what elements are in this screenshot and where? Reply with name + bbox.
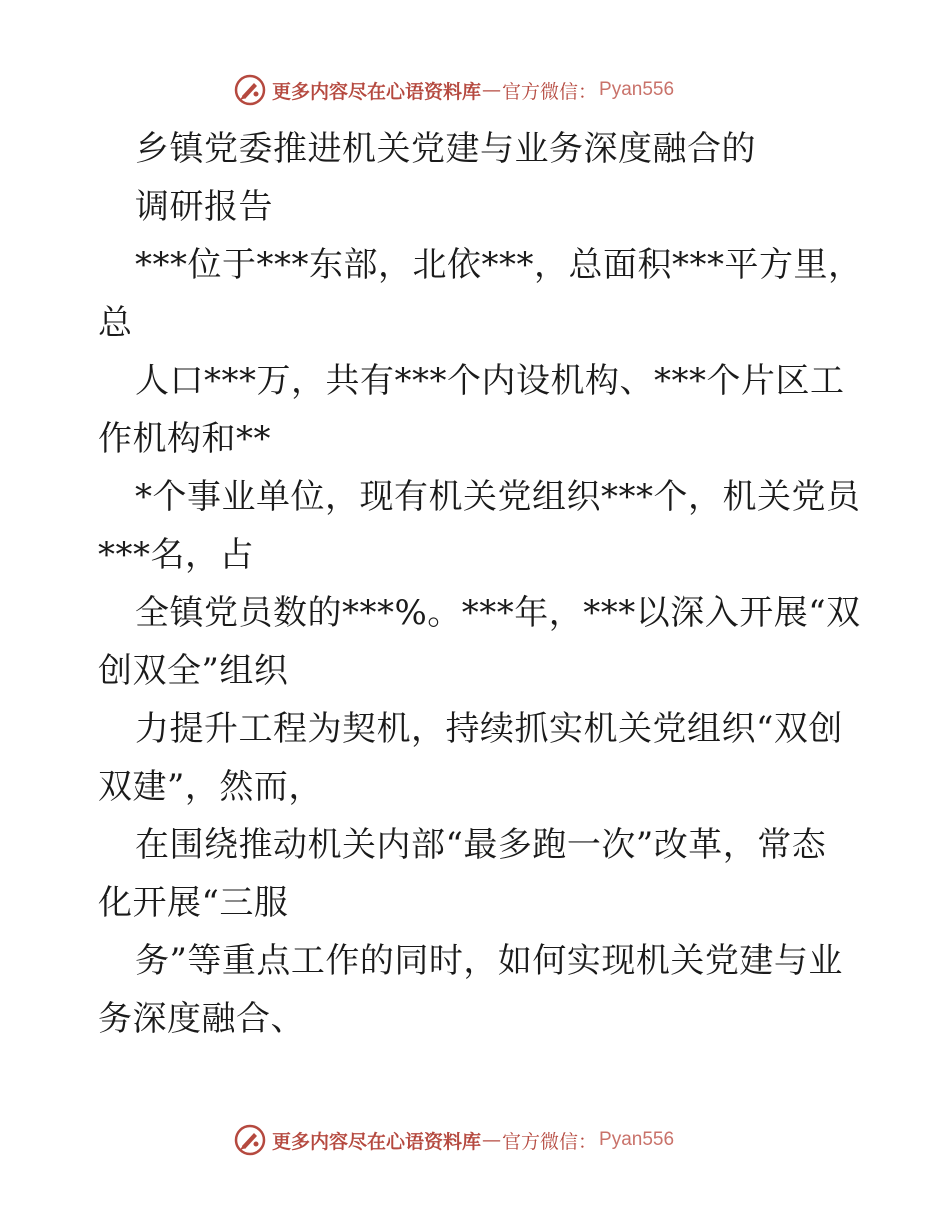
watermark-dash: —	[482, 1129, 502, 1151]
watermark-contact-id: Pyan556	[599, 79, 675, 100]
body-line: 全镇党员数的***%。***年，***以深入开展“双	[135, 593, 861, 633]
body-line: 在围绕推动机关内部“最多跑一次”改革，常态	[135, 825, 827, 865]
document-title-line-2: 调研报告	[135, 187, 273, 227]
body-line: 人口***万，共有***个内设机构、***个片区工	[135, 361, 845, 401]
footer-watermark	[234, 1123, 674, 1157]
watermark-dash: —	[482, 79, 502, 101]
document-body	[98, 120, 863, 1048]
body-line: ***位于***东部，北依***，总面积***平方里，	[135, 245, 863, 285]
watermark-contact-id: Pyan556	[599, 1129, 675, 1150]
body-line: 总	[98, 303, 133, 343]
body-line: 力提升工程为契机，持续抓实机关党组织“双创	[135, 709, 843, 749]
body-line: 化开展“三服	[98, 883, 289, 923]
document-title-line-1: 乡镇党委推进机关党建与业务深度融合的	[135, 129, 756, 169]
body-line: 务深度融合、	[98, 999, 305, 1039]
header-watermark	[234, 73, 674, 107]
body-line: 双建”，然而，	[98, 767, 323, 807]
watermark-contact-label: 官方微信：	[502, 80, 598, 103]
body-line: 创双全”组织	[98, 651, 289, 691]
watermark-contact-label: 官方微信：	[502, 1130, 598, 1153]
body-line: *个事业单位，现有机关党组织***个，机关党员	[135, 477, 861, 517]
logo-icon	[234, 1124, 266, 1156]
logo-icon	[234, 74, 266, 106]
watermark-site-text: 更多内容尽在心语资料库	[272, 80, 482, 103]
body-line: ***名，占	[98, 535, 254, 575]
watermark-site-text: 更多内容尽在心语资料库	[272, 1130, 482, 1153]
body-line: 务”等重点工作的同时，如何实现机关党建与业	[135, 941, 843, 981]
body-line: 作机构和**	[98, 419, 271, 459]
